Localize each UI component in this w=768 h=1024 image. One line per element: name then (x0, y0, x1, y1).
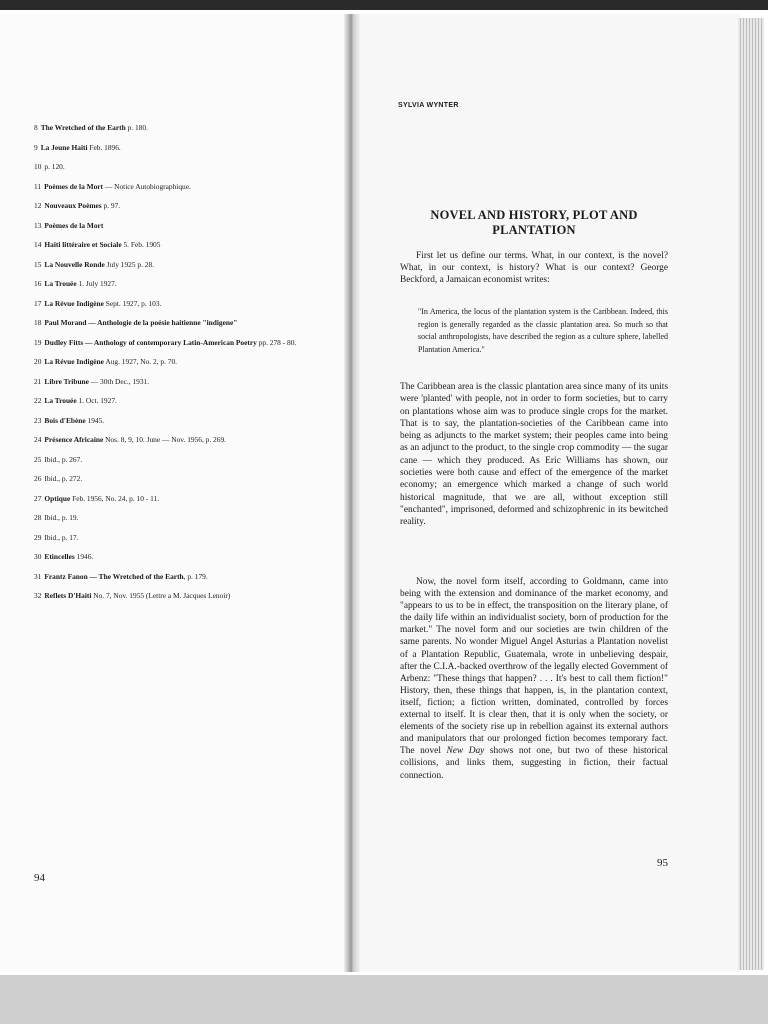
endnote-source-title: La Nouvelle Ronde (44, 259, 105, 269)
endnote-number: 19 (34, 337, 42, 347)
endnote-detail: 1945. (85, 415, 105, 425)
endnote-number: 12 (34, 201, 42, 210)
endnote-item (34, 534, 344, 554)
endnote-detail: — Notice Autobiographique. (103, 181, 191, 191)
endnote-detail: Ibid., p. 17. (44, 532, 79, 542)
endnote-detail: Ibid., p. 272. (44, 474, 83, 483)
endnote-source-title: Paul Morand — Anthologie de la poésie haitienne "indigene" (44, 318, 238, 327)
endnote-number: 20 (34, 357, 42, 366)
endnote-source-title: Nouveaux Poèmes (44, 201, 102, 210)
endnote-item (34, 280, 344, 300)
endnote-detail: Sept. 1927, p. 103. (103, 298, 162, 308)
endnote-item (34, 397, 344, 417)
endnote-item (34, 456, 344, 476)
endnote-detail: Feb. 1896. (87, 142, 121, 152)
endnote-detail: Ibid., p. 19. (44, 513, 79, 522)
endnote-number: 32 (34, 591, 42, 600)
paragraph-2-text-a: Now, the novel form itself, according to Goldmann, came into being with the extension and dominance of the market economy, and "appears to us to be in effect, the transposition on the literary plane, of the daily life within an individualist society, born of production for the market." The novel form and our societies are twin children of the same parents. No wonder Miguel Angel Asturias a Plantation novelist of a Plantation Republic, Guatemala, wrote in unbelieving despair, after the C.I.A.-backed overthrow of the legally elected Government of Arbenz: "These things that happen? . . . It's best to call them fiction!" History, then, these things that happen, is, in the plantation context, itself, fiction; a fiction written, dominated, controlled by forces external to itself. It is clear then, that it is only when the society, or elements of the society rise up in rebellion against its external authors and manipulators that our prolonged fiction becomes temporary fact. The novel (400, 577, 668, 757)
endnote-number: 26 (34, 474, 42, 483)
endnote-number: 30 (34, 552, 42, 561)
endnote-number: 31 (34, 571, 42, 581)
endnote-item (34, 553, 344, 573)
endnote-number: 28 (34, 513, 42, 522)
endnote-source-title: La Trouée (44, 279, 77, 288)
endnote-detail: pp. 278 - 80. (256, 337, 297, 347)
endnote-number: 10 (34, 162, 42, 171)
endnote-source-title: La Révue Indigène (44, 357, 104, 366)
endnote-item (34, 358, 344, 378)
endnote-detail: 1. July 1927. (76, 279, 117, 288)
endnote-source-title: Poèmes de la Mort (44, 220, 104, 230)
endnote-source-title: Reflets D'Haiti (44, 591, 92, 600)
endnote-source-title: Présence Africaine (44, 435, 104, 444)
endnote-item (34, 124, 344, 144)
endnote-number: 9 (34, 142, 38, 152)
endnote-item (34, 495, 344, 515)
endnote-item (34, 163, 344, 183)
endnote-source-title: Bois d'Ebène (44, 415, 86, 425)
endnote-source-title: La Trouée (44, 396, 77, 405)
endnote-detail: 1946. (74, 552, 94, 561)
endnote-detail: p. 97. (101, 201, 121, 210)
endnote-source-title: Etincelles (44, 552, 75, 561)
endnote-item (34, 241, 344, 261)
endnote-item (34, 300, 344, 320)
endnote-item (34, 436, 344, 456)
endnote-source-title: The Wretched of the Earth (40, 123, 126, 132)
endnote-number: 17 (34, 298, 42, 308)
endnote-number: 14 (34, 240, 42, 249)
endnote-number: 18 (34, 318, 42, 327)
endnote-source-title: Optique (44, 493, 71, 503)
endnote-detail: 5. Feb. 1905 (121, 240, 161, 249)
endnote-detail: p. 180. (125, 123, 148, 132)
endnote-source-title: La Jeune Haiti (40, 142, 88, 152)
endnote-detail: Feb. 1956, No. 24, p. 10 - 11. (70, 493, 160, 503)
scanner-bottom-edge (0, 975, 768, 1024)
body-paragraph-2 (400, 576, 668, 782)
block-quote: "In America, the locus of the plantation system is the Caribbean. Indeed, this region is generally regarded as the classic plantation area. So much so that social anthropologists, have described the region as a culture sphere, labelled Plantation America." (418, 307, 668, 354)
endnote-detail: — 30th Dec., 1931. (88, 376, 150, 386)
endnote-number: 8 (34, 123, 38, 132)
endnote-item (34, 378, 344, 398)
endnote-item (34, 514, 344, 534)
endnote-number: 29 (34, 532, 42, 542)
endnote-source-title: Poèmes de la Mort (44, 181, 104, 191)
endnote-number: 11 (34, 181, 42, 191)
endnote-item (34, 339, 344, 359)
endnote-item (34, 417, 344, 437)
endnote-item (34, 319, 344, 339)
endnote-item (34, 475, 344, 495)
endnote-detail: Nos. 8, 9, 10. June — Nov. 1956, p. 269. (103, 435, 226, 444)
endnote-detail: p. 120. (44, 162, 65, 171)
body-paragraph-1: The Caribbean area is the classic plantation area since many of its units were 'planted' with people, not in order to form societies, but to carry on plantations whose aim was to produce single crops for the market. That is to say, the plantation-societies of the Caribbean came into being as adjuncts to the market system; their peoples came into being as an adjunct to the product, to the single crop commodity — the sugar cane — which they produced. As Eric Williams has shown, our societies were both cause and effect of the emergence of the market economy; an emergence which marked a change of such world historical magnitude, that we are all, without exception still "enchanted", imprisoned, deformed and schizophrenic in its bewitched reality. (400, 382, 668, 528)
book-gutter (344, 14, 360, 972)
page-number-left: 94 (34, 872, 45, 884)
endnote-item (34, 183, 344, 203)
endnote-number: 21 (34, 376, 42, 386)
page-edges (738, 18, 764, 970)
endnote-detail: , p. 179. (183, 571, 208, 581)
endnote-number: 22 (34, 396, 42, 405)
endnote-number: 24 (34, 435, 42, 444)
endnote-item (34, 144, 344, 164)
endnote-number: 23 (34, 415, 42, 425)
endnote-number: 27 (34, 493, 42, 503)
novel-title-new-day: New Day (446, 746, 485, 757)
endnote-number: 13 (34, 220, 42, 230)
endnote-source-title: Libre Tribune (44, 376, 89, 386)
endnote-item (34, 222, 344, 242)
endnote-item (34, 261, 344, 281)
page-number-right: 95 (657, 857, 668, 869)
endnote-source-title: La Révue Indigène (44, 298, 104, 308)
running-head-author: SYLVIA WYNTER (398, 102, 459, 109)
endnote-item (34, 202, 344, 222)
endnotes-list (34, 124, 344, 612)
endnote-source-title: Dudley Fitts — Anthology of contemporary Latin-American Poetry (44, 337, 257, 347)
endnote-item (34, 592, 344, 612)
endnote-detail: Aug. 1927, No. 2, p. 70. (103, 357, 178, 366)
endnote-source-title: Haiti littéraire et Sociale (44, 240, 122, 249)
endnote-number: 16 (34, 279, 42, 288)
endnote-detail: Ibid., p. 267. (44, 454, 83, 464)
endnote-detail: July 1925 p. 28. (104, 259, 155, 269)
endnote-number: 25 (34, 454, 42, 464)
article-title: NOVEL AND HISTORY, PLOT AND PLANTATION (430, 208, 638, 237)
endnote-detail: No. 7, Nov. 1955 (Lettre a M. Jacques Lenoir) (91, 591, 231, 600)
endnote-item (34, 573, 344, 593)
endnote-number: 15 (34, 259, 42, 269)
paragraph-2-text-b: shows not one, but two of these historical collisions, and links them, suggesting in fiction, their factual connection. (400, 746, 668, 781)
endnote-detail: 1. Oct. 1927. (76, 396, 117, 405)
intro-paragraph: First let us define our terms. What, in our context, is the novel? What, in our context, is history? What is our context? George Beckford, a Jamaican economist writes: (400, 251, 668, 285)
endnote-source-title: Frantz Fanon — The Wretched of the Earth (44, 571, 184, 581)
